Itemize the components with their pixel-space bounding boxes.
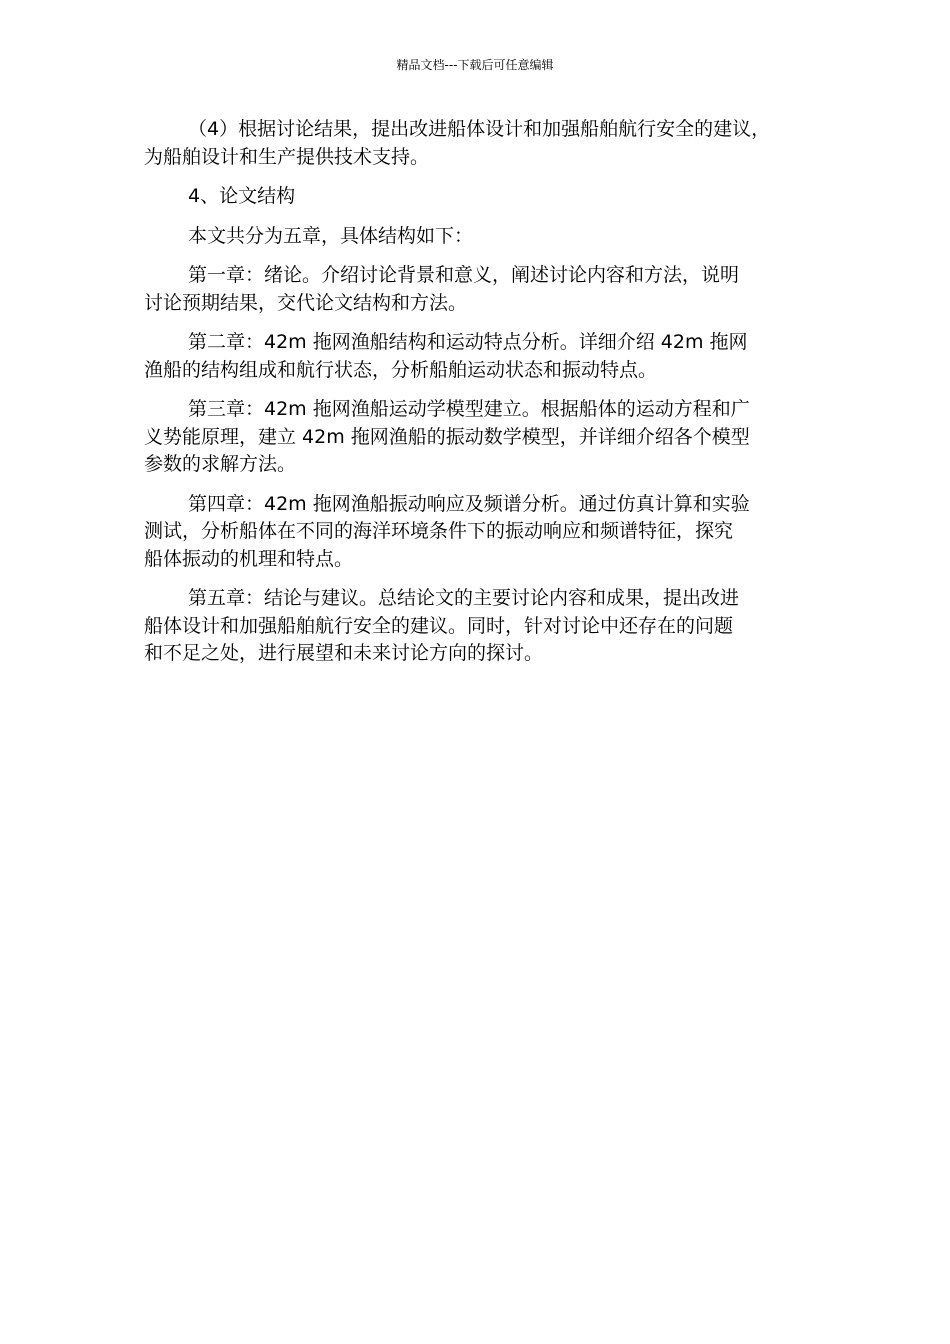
paragraph-line: 第四章：42m 拖网渔船振动响应及频谱分析。通过仿真计算和实验 [188,492,750,515]
paragraph-line: 讨论预期结果，交代论文结构和方法。 [144,291,468,314]
paragraph [144,585,816,668]
paragraph-line: 为船舶设计和生产提供技术支持。 [144,145,430,168]
document-body [144,116,816,680]
paragraph-line: 本文共分为五章，具体结构如下： [188,224,474,247]
paragraph-line: （4）根据讨论结果，提出改进船体设计和加强船舶航行安全的建议， [188,118,771,140]
paragraph-line: 和不足之处，进行展望和未来讨论方向的探讨。 [144,642,544,664]
paragraph-line: 4、论文结构 [188,185,296,207]
paragraph-line: 船体振动的机理和特点。 [144,547,354,570]
paragraph-line: 第一章：绪论。介绍讨论背景和意义，阐述讨论内容和方法，说明 [188,264,740,286]
paragraph-line: 第五章：结论与建议。总结论文的主要讨论内容和成果，提出改进 [188,587,740,609]
paragraph-line: 义势能原理，建立 42m 拖网渔船的振动数学模型，并详细介绍各个模型 [144,425,750,448]
paragraph [144,262,816,317]
paragraph [144,183,816,211]
paragraph-line: 船体设计和加强船舶航行安全的建议。同时，针对讨论中还存在的问题 [144,614,734,637]
page-header: 精品文档---下载后可任意编辑 [396,58,554,72]
paragraph-line: 测试，分析船体在不同的海洋环境条件下的振动响应和频谱特征，探究 [144,520,734,542]
paragraph-line: 渔船的结构组成和航行状态，分析船舶运动状态和振动特点。 [144,358,658,381]
paragraph [144,396,816,479]
paragraph-line: 参数的求解方法。 [144,453,297,475]
paragraph [144,491,816,574]
paragraph-line: 第三章：42m 拖网渔船运动学模型建立。根据船体的运动方程和广 [188,398,750,420]
paragraph [144,223,816,251]
paragraph [144,329,816,384]
paragraph [144,116,816,171]
paragraph-line: 第二章：42m 拖网渔船结构和运动特点分析。详细介绍 42m 拖网 [188,331,748,353]
